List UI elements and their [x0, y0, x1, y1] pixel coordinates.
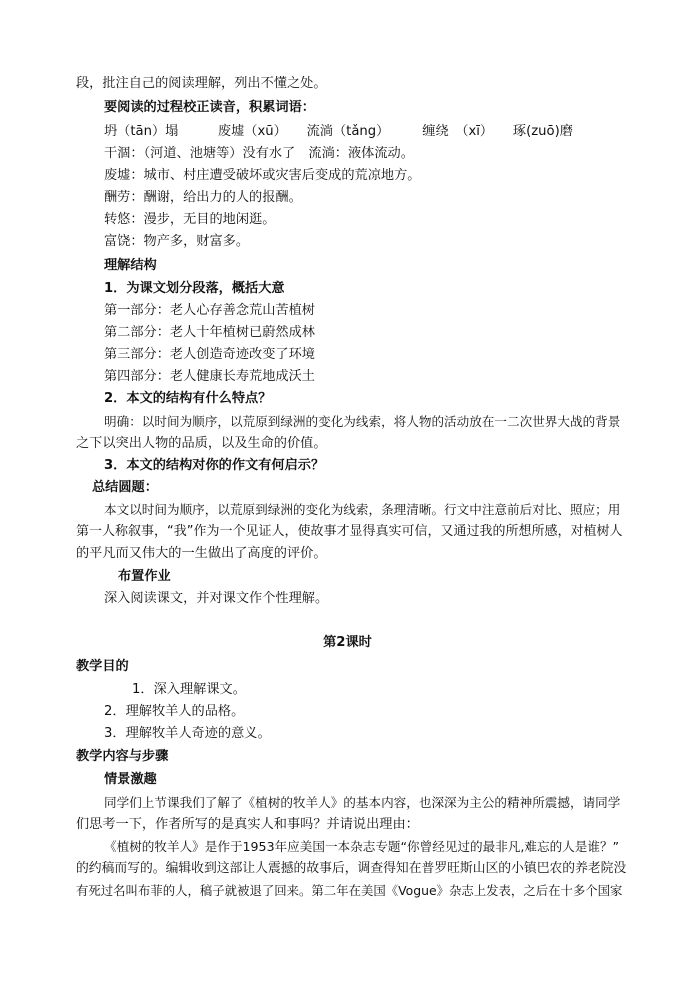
section-heading: 理解结构: [104, 258, 157, 273]
outline-item: 第一部分：老人心存善念荒山苦植树: [104, 303, 315, 318]
paragraph-line: 同学们上节课我们了解了《植树的牧羊人》的基本内容，也深深为主公的精神所震撼，请同学: [104, 795, 621, 810]
section-heading: 教学内容与步骤: [76, 749, 169, 764]
section-heading: 教学目的: [76, 659, 129, 674]
paragraph-line: 第一人称叙事，“我”作为一个见证人，使故事才显得真实可信，又通过我的所想所感，对植树人: [76, 524, 623, 539]
paragraph-line: 有死过名叫布菲的人，稿子就被退了回来。第二年在美国《Vogue》杂志上发表，之后在十多个国家: [76, 883, 623, 898]
objective-item: 3．理解牧羊人奇迹的意义。: [104, 726, 271, 741]
vocab-line: 转悠：漫步，无目的地闲逛。: [104, 212, 276, 227]
objective-item: 1．深入理解课文。: [132, 682, 246, 697]
outline-item: 第三部分：老人创造奇迹改变了环境: [104, 347, 315, 362]
pronunciation-line: 坍（tān）塌 废墟（xū） 流淌（tǎng） 缠绕 （xī） 琢(zuō)磨: [104, 124, 573, 139]
section-heading: 情景激趣: [104, 772, 157, 787]
section-heading: 要阅读的过程校正读音，积累词语：: [104, 100, 315, 115]
question-heading: 3．本文的结构对你的作文有何启示？: [104, 458, 325, 473]
vocab-line: 干涸：（河道、池塘等）没有水了 流淌：液体流动。: [104, 146, 414, 161]
text-line: 段，批注自己的阅读理解，列出不懂之处。: [76, 76, 327, 91]
answer-text: 之下以突出人物的品质，以及生命的价值。: [76, 436, 327, 451]
paragraph-line: 本文以时间为顺序，以荒原到绿洲的变化为线索，条理清晰。行文中注意前后对比、照应；用: [104, 502, 621, 517]
outline-item: 第四部分：老人健康长寿荒地成沃土: [104, 369, 315, 384]
paragraph-line: 的约稿而写的。编辑收到这部让人震撼的故事后，调查得知在普罗旺斯山区的小镇巴农的养老院没: [76, 861, 627, 876]
section-heading: 布置作业: [118, 569, 171, 584]
answer-text: 明确：以时间为顺序，以荒原到绿洲的变化为线索，将人物的活动放在一二次世界大战的背景: [104, 414, 621, 429]
section-heading: 总结圆题：: [92, 480, 158, 495]
question-heading: 2．本文的结构有什么特点？: [104, 391, 272, 406]
paragraph-line: 的平凡而又伟大的一生做出了高度的评价。: [76, 546, 327, 561]
paragraph-line: 们思考一下，作者所写的是真实人和事吗？并请说出理由：: [76, 817, 419, 832]
objective-item: 2．理解牧羊人的品格。: [104, 704, 245, 719]
paragraph-line: 《植树的牧羊人》是作于1953年应美国一本杂志专题“你曾经见过的最非凡,难忘的人是谁？”: [104, 839, 620, 854]
vocab-line: 富饶：物产多，财富多。: [104, 234, 250, 249]
vocab-line: 酬劳：酬谢，给出力的人的报酬。: [104, 190, 302, 205]
vocab-line: 废墟：城市、村庄遭受破坏或灾害后变成的荒凉地方。: [104, 168, 421, 183]
lesson-title: 第2课时: [323, 635, 372, 650]
question-heading: 1．为课文划分段落，概括大意: [104, 281, 285, 296]
outline-item: 第二部分：老人十年植树已蔚然成林: [104, 325, 315, 340]
paragraph-line: 深入阅读课文，并对课文作个性理解。: [104, 591, 329, 606]
